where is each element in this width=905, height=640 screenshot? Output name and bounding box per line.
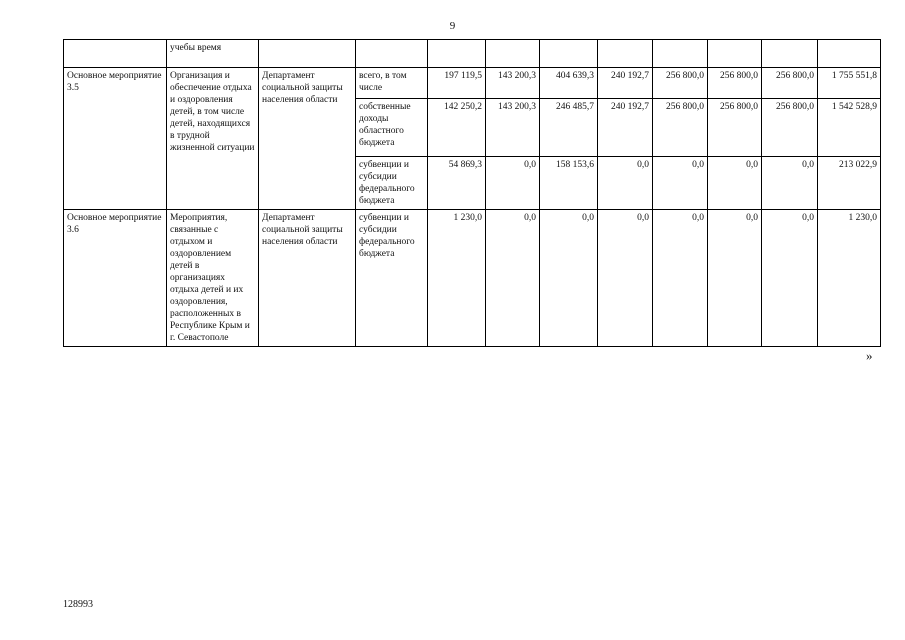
cell-value bbox=[653, 40, 708, 68]
budget-table bbox=[63, 39, 881, 347]
cell-value bbox=[708, 40, 762, 68]
cell-value: 256 800,0 bbox=[708, 99, 762, 157]
cell-value bbox=[428, 40, 486, 68]
table-row-event-3-5-total bbox=[64, 68, 881, 99]
cell-value: 256 800,0 bbox=[762, 99, 818, 157]
cell-value: 246 485,7 bbox=[540, 99, 598, 157]
cell-program: Организация и обеспечение отдыха и оздоровления детей, в том числе детей, находящихся в трудной жизненной ситуации bbox=[167, 68, 259, 210]
cell-program-continuation: учебы время bbox=[167, 40, 259, 68]
cell-value: 256 800,0 bbox=[653, 99, 708, 157]
closing-quote-mark: » bbox=[866, 348, 873, 363]
cell-value: 0,0 bbox=[598, 157, 653, 210]
cell-value: 0,0 bbox=[540, 210, 598, 347]
cell-value-total: 213 022,9 bbox=[818, 157, 881, 210]
cell-value: 0,0 bbox=[708, 157, 762, 210]
cell-value: 256 800,0 bbox=[653, 68, 708, 99]
cell-source: субвенции и субсидии федерального бюджета bbox=[356, 210, 428, 347]
cell-value: 240 192,7 bbox=[598, 99, 653, 157]
table-row-continuation bbox=[64, 40, 881, 68]
cell-value: 1 230,0 bbox=[428, 210, 486, 347]
cell-value: 0,0 bbox=[486, 157, 540, 210]
cell-executor: Департамент социальной защиты населения области bbox=[259, 68, 356, 210]
cell-value: 142 250,2 bbox=[428, 99, 486, 157]
cell-value: 0,0 bbox=[762, 157, 818, 210]
cell-source: всего, в том числе bbox=[356, 68, 428, 99]
cell-value-total: 1 230,0 bbox=[818, 210, 881, 347]
cell-value: 54 869,3 bbox=[428, 157, 486, 210]
page-number: 9 bbox=[449, 20, 456, 32]
cell-value: 256 800,0 bbox=[762, 68, 818, 99]
cell-executor: Департамент социальной защиты населения области bbox=[259, 210, 356, 347]
cell-value: 0,0 bbox=[486, 210, 540, 347]
cell-value: 0,0 bbox=[762, 210, 818, 347]
cell-value: 143 200,3 bbox=[486, 68, 540, 99]
cell-value: 143 200,3 bbox=[486, 99, 540, 157]
cell-value bbox=[598, 40, 653, 68]
cell-value: 0,0 bbox=[653, 157, 708, 210]
cell-value: 256 800,0 bbox=[708, 68, 762, 99]
cell-value: 404 639,3 bbox=[540, 68, 598, 99]
cell-value bbox=[818, 40, 881, 68]
cell-executor bbox=[259, 40, 356, 68]
cell-value-total: 1 755 551,8 bbox=[818, 68, 881, 99]
cell-value bbox=[762, 40, 818, 68]
cell-event-name: Основное мероприятие 3.5 bbox=[64, 68, 167, 210]
cell-source: субвенции и субсидии федерального бюджета bbox=[356, 157, 428, 210]
cell-source bbox=[356, 40, 428, 68]
cell-value-total: 1 542 528,9 bbox=[818, 99, 881, 157]
cell-value: 158 153,6 bbox=[540, 157, 598, 210]
table-row-event-3-6 bbox=[64, 210, 881, 347]
cell-value: 0,0 bbox=[708, 210, 762, 347]
cell-value: 0,0 bbox=[598, 210, 653, 347]
document-code: 128993 bbox=[63, 599, 93, 610]
cell-value bbox=[540, 40, 598, 68]
cell-value: 197 119,5 bbox=[428, 68, 486, 99]
cell-event-name: Основное мероприятие 3.6 bbox=[64, 210, 167, 347]
cell-event-name bbox=[64, 40, 167, 68]
cell-value: 240 192,7 bbox=[598, 68, 653, 99]
cell-source: собственные доходы областного бюджета bbox=[356, 99, 428, 157]
cell-value bbox=[486, 40, 540, 68]
cell-program: Мероприятия, связанные с отдыхом и оздоровлением детей в организациях отдыха детей и их оздоровления, расположенных в Республике Крым и г. Севастополе bbox=[167, 210, 259, 347]
cell-value: 0,0 bbox=[653, 210, 708, 347]
